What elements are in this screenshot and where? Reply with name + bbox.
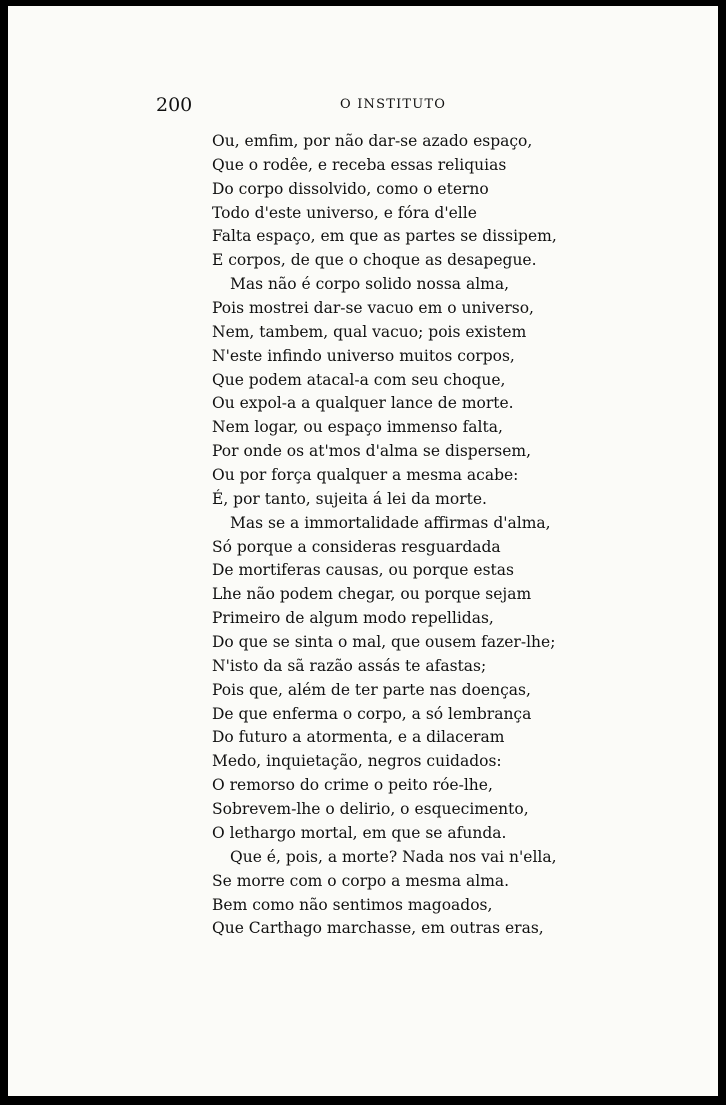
- poem-line: Ou, emfim, por não dar-se azado espaço,: [212, 132, 533, 150]
- poem-line: Bem como não sentimos magoados,: [212, 895, 493, 914]
- poem-line: Lhe não podem chegar, ou porque sejam: [212, 585, 532, 604]
- poem-line: Do corpo dissolvido, como o eterno: [212, 179, 489, 198]
- poem-line: O lethargo mortal, em que se afunda.: [212, 823, 507, 842]
- book-page: [8, 6, 718, 1096]
- poem-line: Do futuro a atormenta, e a dilaceram: [212, 728, 505, 747]
- poem-line: Se morre com o corpo a mesma alma.: [212, 871, 510, 890]
- poem-line: Por onde os at'mos d'alma se dispersem,: [212, 442, 532, 461]
- poem-line: Sobrevem-lhe o delirio, o esquecimento,: [212, 800, 529, 819]
- poem-line: De mortiferas causas, ou porque estas: [212, 561, 514, 580]
- poem-line: Que o rodêe, e receba essas reliquias: [212, 155, 507, 174]
- poem-line: E corpos, de que o choque as desapegue.: [212, 251, 537, 270]
- poem-line: Que Carthago marchasse, em outras eras,: [212, 919, 544, 938]
- poem-line: Mas se a immortalidade affirmas d'alma,: [230, 513, 551, 532]
- poem-line: Todo d'este universo, e fóra d'elle: [212, 203, 477, 222]
- poem-line: Falta espaço, em que as partes se dissipem,: [212, 227, 557, 246]
- poem-line: Do que se sinta o mal, que ousem fazer-lhe;: [212, 633, 556, 652]
- running-head: O INSTITUTO: [340, 97, 447, 112]
- poem-line: De que enferma o corpo, a só lembrança: [212, 704, 532, 723]
- poem-line: Que podem atacal-a com seu choque,: [212, 370, 506, 389]
- poem-line: Que é, pois, a morte? Nada nos vai n'ella,: [230, 847, 557, 866]
- poem-line: Ou expol-a a qualquer lance de morte.: [212, 394, 514, 413]
- poem-line: Nem, tambem, qual vacuo; pois existem: [212, 322, 527, 341]
- poem-line: Ou por força qualquer a mesma acabe:: [212, 466, 519, 485]
- poem-text: [212, 130, 557, 941]
- page-header: [8, 94, 718, 118]
- poem-line: É, por tanto, sujeita á lei da morte.: [212, 489, 487, 508]
- poem-line: Pois mostrei dar-se vacuo em o universo,: [212, 299, 534, 318]
- poem-line: N'este infindo universo muitos corpos,: [212, 346, 515, 365]
- poem-line: Medo, inquietação, negros cuidados:: [212, 752, 502, 771]
- poem-line: Nem logar, ou espaço immenso falta,: [212, 418, 503, 437]
- poem-line: Pois que, além de ter parte nas doenças,: [212, 680, 531, 699]
- page-number: 200: [156, 94, 193, 116]
- poem-line: Só porque a consideras resguardada: [212, 537, 501, 556]
- poem-line: Mas não é corpo solido nossa alma,: [230, 275, 510, 294]
- poem-line: N'isto da sã razão assás te afastas;: [212, 656, 487, 675]
- poem-line: O remorso do crime o peito róe-lhe,: [212, 776, 493, 795]
- poem-line: Primeiro de algum modo repellidas,: [212, 609, 494, 628]
